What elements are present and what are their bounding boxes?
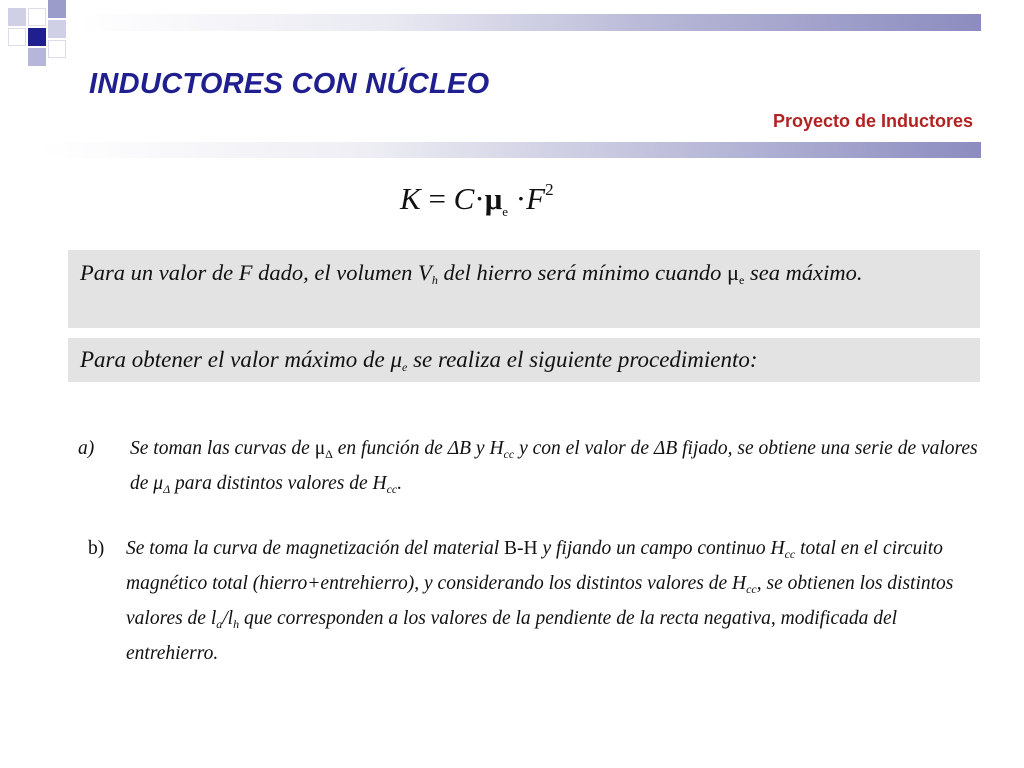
- item-b-sub-h: h: [233, 617, 240, 631]
- item-a-text-2: en función de: [332, 438, 448, 459]
- item-a-sub-cc-1: cc: [503, 447, 515, 461]
- corner-square-1: [8, 8, 26, 26]
- corner-square-2: [28, 8, 46, 26]
- item-a-text-6: para distintos valores de H: [170, 473, 387, 494]
- formula-c: C: [453, 181, 475, 216]
- box1-sub-h: h: [431, 273, 438, 287]
- corner-square-3: [48, 0, 66, 18]
- item-b-bh: B-H: [504, 538, 538, 559]
- item-a-sub-delta-1: Δ: [325, 447, 333, 461]
- box1-text-3: sea máximo.: [744, 260, 863, 285]
- formula-dot-1: ·: [474, 181, 485, 216]
- formula-f: F: [526, 181, 546, 216]
- item-a-sub-cc-2: cc: [386, 482, 398, 496]
- slide-subtitle: Proyecto de Inductores: [772, 111, 973, 131]
- item-a-text-4: y con el valor de: [514, 438, 654, 459]
- item-a-delta-b-1: ΔB: [447, 438, 472, 459]
- box1-mu: μ: [726, 260, 740, 285]
- corner-square-4: [8, 28, 26, 46]
- item-b-text-4: , se obtienen los distintos valores de l: [126, 573, 954, 629]
- corner-square-6: [48, 20, 66, 38]
- formula-equals: =: [428, 181, 446, 216]
- item-a-text-7: .: [397, 473, 403, 494]
- item-b-sub-cc-2: cc: [746, 582, 757, 596]
- item-b-sub-cc-1: cc: [784, 547, 796, 561]
- list-marker-a: a): [78, 438, 95, 459]
- item-a-mu-1: μ: [314, 438, 326, 459]
- item-a-text-5: fijado, se obtiene una serie de valores de: [130, 438, 978, 494]
- statement-box: [68, 250, 980, 328]
- formula-k: K: [400, 181, 421, 216]
- procedure-box: [68, 338, 980, 382]
- item-b-text-5: /l: [222, 608, 234, 629]
- item-a-delta-b-2: ΔB: [653, 438, 678, 459]
- formula-mu: μ: [484, 181, 503, 216]
- item-a-text-3: y H: [471, 438, 504, 459]
- corner-square-7: [28, 48, 46, 66]
- corner-square-8: [48, 40, 66, 58]
- item-b-text-1: Se toma la curva de magnetización del material: [126, 538, 505, 559]
- item-a-text-1: Se toman las curvas de: [130, 438, 315, 459]
- corner-square-5: [28, 28, 46, 46]
- list-item-a-text: [130, 434, 978, 504]
- title-underline-bar: [36, 142, 981, 158]
- list-marker-b: b): [88, 538, 105, 559]
- list-item-b: [88, 534, 978, 669]
- formula: [400, 180, 620, 230]
- box1-text-2: del hierro será mínimo cuando: [437, 260, 727, 285]
- box1-text-1: Para un valor de F dado, el volumen V: [80, 260, 432, 285]
- slide-title: INDUCTORES CON NÚCLEO: [89, 68, 490, 100]
- box1-sub-e: e: [739, 273, 745, 287]
- item-a-sub-delta-2: Δ: [163, 482, 171, 496]
- item-b-text-2: y fijando un campo continuo H: [537, 538, 785, 559]
- formula-exponent: 2: [545, 180, 554, 199]
- box2-sub-e: e: [401, 360, 408, 374]
- item-b-text-3: total en el circuito magnético total (hierro+entrehierro), y considerando los distintos valores de H: [126, 538, 943, 594]
- formula-mu-sub: e: [502, 204, 509, 220]
- item-b-text-6: que corresponden a los valores de la pendiente de la recta negativa, modificada del entrehierro.: [126, 608, 898, 664]
- list-item-a: [78, 434, 978, 504]
- box2-mu: μ: [390, 347, 402, 372]
- item-a-mu-2: μ: [153, 473, 164, 494]
- box2-text-1: Para obtener el valor máximo de: [80, 347, 391, 372]
- box2-text-2: se realiza el siguiente procedimiento:: [407, 347, 758, 372]
- formula-dot-2: ·: [515, 181, 527, 216]
- item-b-sub-a: a: [216, 617, 223, 631]
- list-item-b-text: [126, 534, 978, 669]
- header-gradient-bar: [78, 14, 981, 31]
